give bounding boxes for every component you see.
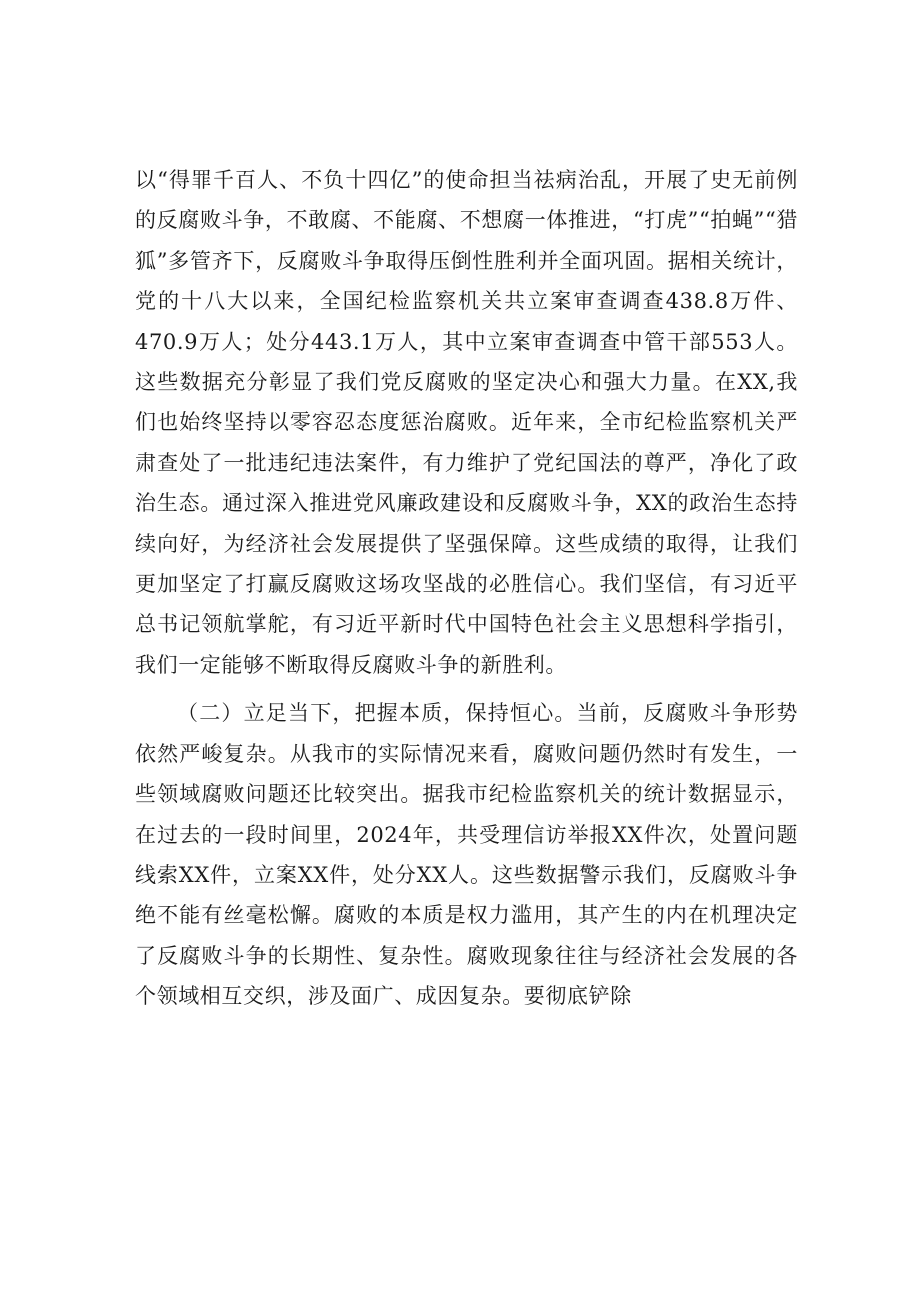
paragraph-anticorruption-achievements: 以“得罪千百人、不负十四亿”的使命担当祛病治乱，开展了史无前例的反腐败斗争，不敢腐、不能腐、不想腐一体推进，“打虎”“拍蝇”“猎狐”多管齐下，反腐败斗争取得压倒性胜利并全面巩固。据相关统计，党的十八大以来，全国纪检监察机关共立案审查调查438.8万件、470.9万人；处分443.1万人，其中立案审查调查中管干部553人。这些数据充分彰显了我们党反腐败的坚定决心和强大力量。在XX,我们也始终坚持以零容忍态度惩治腐败。近年来，全市纪检监察机关严肃查处了一批违纪违法案件，有力维护了党纪国法的尊严，净化了政治生态。通过深入推进党风廉政建设和反腐败斗争，XX的政治生态持续向好，为经济社会发展提供了坚强保障。这些成绩的取得，让我们更加坚定了打赢反腐败这场攻坚战的必胜信心。我们坚信，有习近平总书记领航掌舵，有习近平新时代中国特色社会主义思想科学指引，我们一定能够不断取得反腐败斗争的新胜利。: [135, 168, 798, 677]
paragraph-current-situation: （二）立足当下，把握本质，保持恒心。当前，反腐败斗争形势依然严峻复杂。从我市的实际情况来看，腐败问题仍然时有发生，一些领域腐败问题还比较突出。据我市纪检监察机关的统计数据显示，在过去的一段时间里，2024年，共受理信访举报XX件次，处置问题线索XX件，立案XX件，处分XX人。这些数据警示我们，反腐败斗争绝不能有丝毫松懈。腐败的本质是权力滥用，其产生的内在机理决定了反腐败斗争的长期性、复杂性。腐败现象往往与经济社会发展的各个领域相互交织，涉及面广、成因复杂。要彻底铲除: [135, 701, 798, 1009]
document-body: [135, 160, 798, 1017]
